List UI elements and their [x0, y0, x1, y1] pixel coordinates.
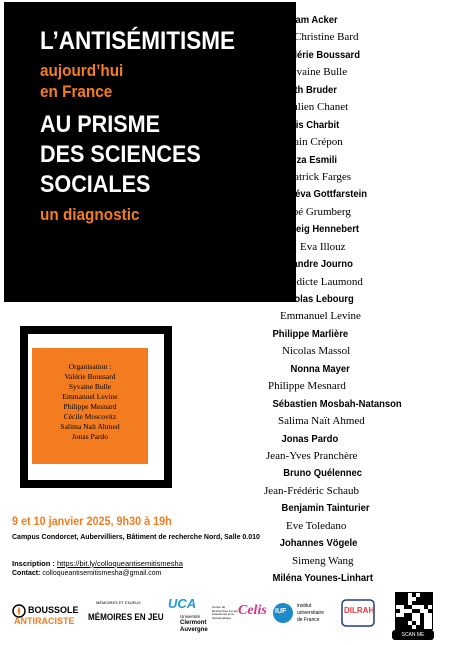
speaker-name: Nonna Mayer [290, 362, 350, 375]
celis-small: Centre de Recherches sur les Littératures et la Sociopoétique [212, 605, 238, 620]
organisation-heading: Organisation : [68, 362, 112, 371]
speaker-name: Valérie Boussard [283, 48, 360, 61]
speaker-name: Philippe Marlière [272, 327, 349, 340]
speaker-name: Sylvaine Bulle [282, 66, 348, 79]
memoires-small: MÉMOIRES ET ENJEUX [96, 600, 141, 605]
speaker-name: Jonas Pardo [281, 432, 339, 445]
speaker-name: Sylvain Crépon [274, 136, 343, 149]
contact-label: Contact: [12, 570, 43, 577]
dilrah-title: DILRAH [344, 606, 375, 615]
uca-line-2: Clermont [180, 620, 207, 626]
speaker-name: Edith Bruder [279, 83, 337, 96]
speaker-name: Eva Illouz [300, 240, 346, 253]
speaker-name: William Acker [276, 14, 338, 26]
speaker-name: Nicolas Lebourg [279, 293, 354, 305]
title-line-2: aujourd’hui [40, 61, 124, 80]
speaker-name: Emmanuel Levine [280, 310, 361, 323]
title-line-1: L’ANTISÉMITISME [40, 27, 236, 55]
speaker-name: Bénédicte Laumond [274, 275, 363, 288]
organiser: Syvaine Bulle [68, 382, 112, 391]
speaker-name: Julien Chanet [288, 101, 349, 114]
contact-email[interactable]: colloqueantisemitismesha@gmail.com [42, 570, 162, 577]
scan-me-label: SCAN ME [392, 630, 434, 640]
speaker-list [264, 12, 434, 587]
speaker-name: Sébastien Mosbah-Natanson [272, 397, 402, 410]
organiser: Jonas Pardo [71, 432, 109, 441]
title-line-4: AU PRISME [40, 111, 161, 138]
event-date: 9 et 10 janvier 2025, 9h30 à 19h [12, 514, 172, 528]
qr-code[interactable] [395, 592, 433, 630]
partner-logos [0, 594, 458, 644]
speaker-name: Salima Naït Ahmed [278, 415, 365, 428]
iuf-line-1: institut [297, 603, 312, 609]
inscription-line [12, 559, 183, 568]
uca-mark: UCA [168, 596, 197, 611]
speaker-name: Patrick Farges [288, 170, 352, 183]
title-line-7: un diagnostic [40, 205, 140, 224]
speaker-name: Simeng Wang [292, 554, 354, 567]
memoires-title: MÉMOIRES EN JEU [88, 612, 164, 622]
uca-line-1: Université [180, 614, 201, 619]
speaker-name: Nicolas Massol [282, 345, 351, 358]
speaker-name: Elishéva Gottfarstein [272, 188, 368, 201]
iuf-mark: IUF [275, 608, 287, 615]
qr-module [428, 601, 432, 605]
iuf-line-3: de France [297, 617, 320, 623]
speaker-name: Miléna Younes-Linhart [272, 572, 373, 584]
boussole-line-2: ANTIRACISTE [14, 616, 75, 626]
organiser: Cécile Moscovitz [63, 412, 117, 421]
speaker-name: Christine Bard [294, 31, 359, 44]
qr-module [408, 625, 412, 629]
organiser: Valérie Boussard [64, 372, 116, 381]
iuf-line-2: universitaire [297, 610, 324, 616]
speaker-name: Bruno Quélennec [283, 467, 363, 480]
qr-module [396, 609, 400, 613]
qr-module [420, 625, 424, 629]
speaker-name: Benjamin Tainturier [281, 502, 370, 515]
poster-title [40, 26, 290, 225]
speaker-name: Philippe Mesnard [268, 380, 346, 393]
organiser: Emmanuel Levine [62, 392, 118, 401]
speaker-name: Zoé Grumberg [286, 205, 351, 218]
qr-module [428, 609, 432, 613]
speaker-name: Jean-Frédéric Schaub [264, 484, 359, 497]
speaker-name: Denis Charbit [277, 118, 340, 131]
speaker-name: Johannes Vögele [279, 537, 358, 550]
contact-line [12, 570, 162, 577]
speaker-name: Solveig Hennebert [276, 223, 360, 236]
inscription-label: Inscription : [12, 559, 57, 568]
speaker-name: Eve Toledano [286, 519, 347, 532]
uca-line-3: Auvergne [180, 627, 208, 633]
speaker-name: Alexandre Journo [272, 258, 353, 271]
event-venue: Campus Condorcet, Aubervilliers, Bâtiment de recherche Nord, Salle 0.010 [12, 534, 260, 541]
celis-title: Celis [238, 603, 267, 618]
speaker-name: Jean-Yves Pranchère [266, 449, 358, 462]
title-line-3: en France [40, 82, 113, 101]
title-line-5: DES SCIENCES [40, 141, 201, 168]
boussole-line-1: BOUSSOLE [28, 605, 79, 615]
organiser: Salima Naït Ahmed [60, 422, 120, 431]
inscription-link[interactable]: https://bit.ly/colloqueantisemitismesha [57, 559, 183, 568]
title-line-6: SOCIALES [40, 171, 151, 198]
organiser: Philippe Mesnard [63, 402, 117, 411]
organisation-box [32, 348, 148, 464]
speaker-name: Hamza Esmili [276, 153, 338, 166]
